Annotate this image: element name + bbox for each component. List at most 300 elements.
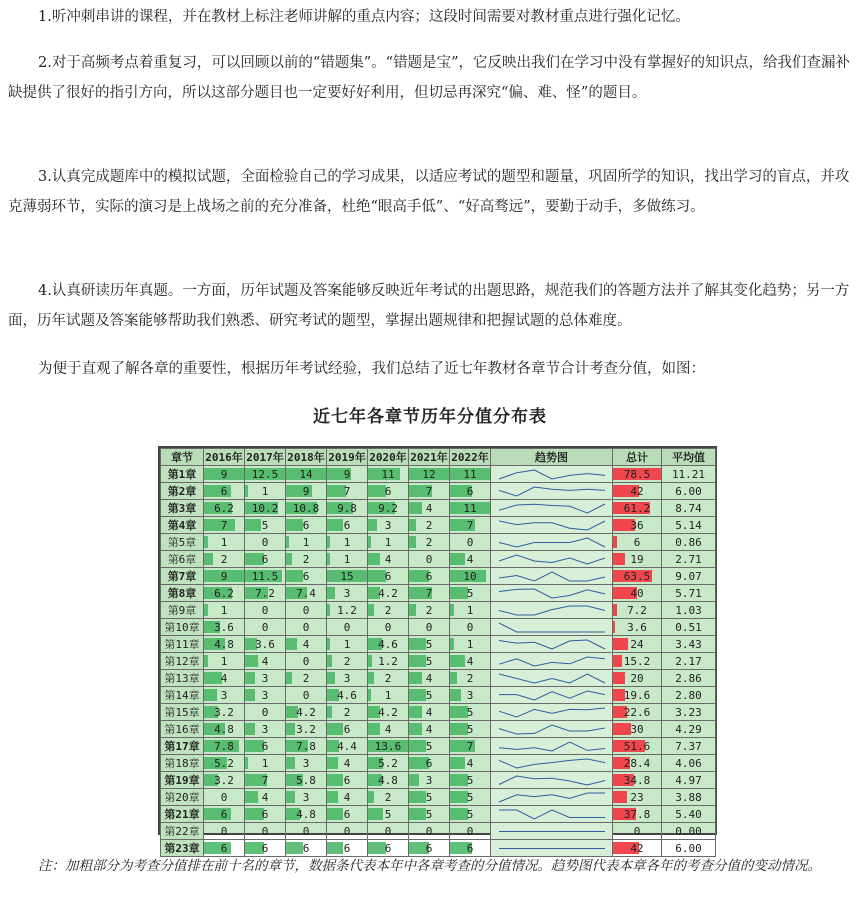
year-value-cell	[204, 568, 245, 585]
chapter-cell: 第7章	[161, 568, 204, 585]
year-value-cell	[245, 670, 286, 687]
year-value: 3	[261, 688, 269, 702]
year-value-cell	[450, 619, 491, 636]
chapter-cell: 第9章	[161, 602, 204, 619]
year-value-cell	[204, 670, 245, 687]
total-cell	[613, 772, 662, 789]
year-value: 11	[463, 501, 477, 515]
year-value-cell	[286, 483, 327, 500]
year-value-cell	[286, 823, 327, 840]
year-value: 6	[302, 518, 310, 532]
trend-line	[499, 538, 605, 547]
table-header-row	[161, 449, 716, 466]
chapter-cell: 第8章	[161, 585, 204, 602]
year-value-cell	[368, 721, 409, 738]
trend-sparkline	[491, 637, 613, 652]
data-bar	[368, 689, 371, 701]
chapter-cell: 第19章	[161, 772, 204, 789]
year-value: 4.6	[337, 688, 357, 702]
data-bar	[450, 553, 465, 565]
paragraph-2-text: 2.对于高频考点着重复习，可以回顾以前的“错题集”。“错题是宝”，它反映出我们在学习中没有掌握好的知识点，给我们查漏补缺提供了很好的指引方向，所以这部分题目也一定要好好利用，但切忌再深究“偏、难、怪”的题目。	[8, 55, 850, 101]
year-value-cell	[409, 483, 450, 500]
year-value: 1	[220, 603, 228, 617]
year-value-cell	[450, 602, 491, 619]
year-value-cell	[245, 500, 286, 517]
table-row	[161, 789, 716, 806]
year-value: 7	[261, 773, 269, 787]
year-value: 0	[466, 620, 474, 634]
trend-sparkline-cell	[491, 636, 613, 653]
table-row	[161, 772, 716, 789]
trend-sparkline-cell	[491, 483, 613, 500]
year-value-cell	[450, 823, 491, 840]
year-value-cell	[450, 789, 491, 806]
year-value: 6	[466, 841, 474, 855]
data-bar	[286, 536, 289, 548]
paragraph-1-text: 1.听冲刺串讲的课程，并在教材上标注老师讲解的重点内容；这段时间需要对教材重点进行强化记忆。	[38, 9, 690, 25]
year-value: 5	[425, 688, 433, 702]
data-bar	[245, 485, 248, 497]
year-value-cell	[327, 738, 368, 755]
data-bar	[204, 604, 208, 616]
year-value-cell	[286, 687, 327, 704]
year-value: 5	[425, 739, 433, 753]
year-value-cell	[409, 551, 450, 568]
table-row	[161, 483, 716, 500]
year-value-cell	[204, 755, 245, 772]
year-value-cell	[327, 466, 368, 483]
data-bar	[368, 536, 371, 548]
data-bar	[327, 638, 330, 650]
year-value: 0	[261, 824, 269, 838]
year-value: 4	[425, 705, 433, 719]
total-cell	[613, 738, 662, 755]
data-bar	[368, 553, 380, 565]
year-value-cell	[409, 534, 450, 551]
data-bar	[409, 808, 426, 820]
year-value-cell	[245, 568, 286, 585]
year-value-cell	[327, 636, 368, 653]
year-value-cell	[245, 806, 286, 823]
data-bar	[450, 706, 468, 718]
data-bar	[286, 757, 295, 769]
year-value-cell	[409, 772, 450, 789]
trend-sparkline	[491, 586, 613, 601]
year-value: 1	[466, 637, 474, 651]
trend-line	[499, 742, 605, 751]
average-cell: 11.21	[662, 466, 716, 483]
year-value-cell	[368, 738, 409, 755]
data-bar	[368, 655, 372, 667]
total-value: 40	[630, 586, 644, 600]
year-value-cell	[327, 721, 368, 738]
year-value-cell	[450, 466, 491, 483]
trend-sparkline	[491, 603, 613, 618]
year-value: 9	[220, 467, 228, 481]
year-value: 6.2	[214, 586, 234, 600]
total-value: 78.5	[623, 467, 651, 481]
year-value: 1	[343, 552, 351, 566]
trend-sparkline-cell	[491, 704, 613, 721]
year-value: 0	[261, 535, 269, 549]
trend-sparkline-cell	[491, 823, 613, 840]
data-bar	[327, 757, 338, 769]
table-row	[161, 704, 716, 721]
chapter-cell: 第18章	[161, 755, 204, 772]
average-cell: 8.74	[662, 500, 716, 517]
year-value-cell	[245, 772, 286, 789]
total-value: 19.6	[623, 688, 651, 702]
trend-line	[499, 725, 605, 734]
total-value: 42	[630, 484, 644, 498]
year-value: 5	[466, 807, 474, 821]
data-bar	[409, 774, 419, 786]
year-value-cell	[409, 670, 450, 687]
total-cell	[613, 806, 662, 823]
year-value-cell	[409, 517, 450, 534]
score-table	[160, 448, 716, 857]
year-value: 15	[340, 569, 354, 583]
table-row	[161, 466, 716, 483]
chapter-cell: 第11章	[161, 636, 204, 653]
trend-sparkline	[491, 739, 613, 754]
year-value: 6	[220, 484, 228, 498]
data-bar	[245, 655, 258, 667]
year-value: 4.6	[378, 637, 398, 651]
total-value: 7.2	[627, 603, 647, 617]
total-cell	[613, 687, 662, 704]
trend-sparkline-cell	[491, 500, 613, 517]
data-bar	[286, 672, 292, 684]
year-value: 9	[220, 569, 228, 583]
year-value-cell	[409, 704, 450, 721]
paragraph-3	[8, 162, 850, 222]
year-value: 4.2	[296, 705, 316, 719]
total-cell	[613, 602, 662, 619]
year-value-cell	[409, 602, 450, 619]
data-bar	[409, 689, 426, 701]
year-value-cell	[409, 500, 450, 517]
table-row	[161, 568, 716, 585]
year-value: 6	[384, 841, 392, 855]
year-value: 5	[425, 790, 433, 804]
trend-sparkline-cell	[491, 755, 613, 772]
paragraph-2	[8, 48, 850, 108]
trend-sparkline-cell	[491, 585, 613, 602]
total-cell	[613, 551, 662, 568]
chapter-cell: 第12章	[161, 653, 204, 670]
year-value: 5.8	[296, 773, 316, 787]
year-value: 4	[261, 654, 269, 668]
table-row	[161, 602, 716, 619]
year-value-cell	[368, 653, 409, 670]
total-cell	[613, 483, 662, 500]
year-value: 7.8	[214, 739, 234, 753]
data-bar	[327, 808, 343, 820]
chapter-cell: 第15章	[161, 704, 204, 721]
total-bar	[613, 672, 625, 684]
year-value-cell	[286, 619, 327, 636]
year-value: 7	[425, 586, 433, 600]
year-value-cell	[204, 738, 245, 755]
trend-sparkline	[491, 722, 613, 737]
year-value: 9.8	[337, 501, 357, 515]
year-value-cell	[286, 466, 327, 483]
data-bar	[368, 791, 374, 803]
year-value: 4.4	[337, 739, 357, 753]
year-value: 1.2	[337, 603, 357, 617]
year-value: 7.4	[296, 586, 316, 600]
trend-sparkline	[491, 501, 613, 516]
total-bar	[613, 723, 631, 735]
paragraph-1	[8, 2, 850, 32]
year-value-cell	[450, 687, 491, 704]
year-value: 10	[463, 569, 477, 583]
year-value: 5	[425, 654, 433, 668]
trend-sparkline-cell	[491, 619, 613, 636]
year-value-cell	[204, 483, 245, 500]
year-value: 4	[302, 637, 310, 651]
year-value-cell	[204, 517, 245, 534]
year-value: 1	[220, 654, 228, 668]
total-cell	[613, 721, 662, 738]
year-value: 6	[425, 841, 433, 855]
year-value-cell	[450, 585, 491, 602]
average-cell: 9.07	[662, 568, 716, 585]
data-bar	[450, 757, 465, 769]
data-bar	[368, 808, 383, 820]
year-value: 4.8	[378, 773, 398, 787]
trend-line	[499, 504, 605, 513]
average-cell: 5.40	[662, 806, 716, 823]
table-row	[161, 517, 716, 534]
total-bar	[613, 638, 628, 650]
year-value-cell	[409, 738, 450, 755]
year-value-cell	[286, 636, 327, 653]
total-value: 30	[630, 722, 644, 736]
data-bar	[245, 723, 255, 735]
data-bar	[327, 655, 332, 667]
year-value: 5	[466, 586, 474, 600]
trend-sparkline	[491, 620, 613, 635]
year-value-cell	[204, 772, 245, 789]
table-row	[161, 721, 716, 738]
year-value: 2	[343, 705, 351, 719]
year-value-cell	[286, 670, 327, 687]
data-bar	[450, 723, 468, 735]
year-value-cell	[368, 602, 409, 619]
year-value-cell	[409, 806, 450, 823]
data-bar	[409, 791, 426, 803]
year-value: 10.8	[292, 501, 320, 515]
year-value-cell	[286, 500, 327, 517]
total-value: 51.6	[623, 739, 651, 753]
data-bar	[327, 519, 343, 531]
year-value-cell	[286, 806, 327, 823]
year-value: 10.2	[251, 501, 279, 515]
year-value-cell	[368, 823, 409, 840]
year-value-cell	[286, 602, 327, 619]
year-value: 6	[261, 841, 269, 855]
year-value-cell	[409, 585, 450, 602]
trend-sparkline-cell	[491, 551, 613, 568]
total-cell	[613, 789, 662, 806]
trend-line	[499, 674, 605, 683]
year-value-cell	[286, 551, 327, 568]
total-value: 15.2	[623, 654, 651, 668]
year-value-cell	[368, 585, 409, 602]
year-value: 4	[220, 671, 228, 685]
average-cell: 6.00	[662, 840, 716, 857]
year-value: 6	[261, 552, 269, 566]
trend-sparkline-cell	[491, 517, 613, 534]
data-bar	[368, 570, 386, 582]
trend-line	[499, 793, 605, 802]
year-value-cell	[245, 823, 286, 840]
chapter-cell: 第5章	[161, 534, 204, 551]
year-value-cell	[286, 772, 327, 789]
year-value: 2	[302, 552, 310, 566]
year-value: 1	[261, 756, 269, 770]
year-value-cell	[327, 619, 368, 636]
data-bar	[286, 519, 303, 531]
year-value-cell	[204, 636, 245, 653]
year-value-cell	[450, 534, 491, 551]
total-cell	[613, 585, 662, 602]
total-value: 37.8	[623, 807, 651, 821]
data-bar	[245, 672, 255, 684]
year-value: 0	[425, 552, 433, 566]
year-value-cell	[368, 568, 409, 585]
year-value-cell	[450, 704, 491, 721]
trend-sparkline	[491, 756, 613, 771]
average-cell: 0.00	[662, 823, 716, 840]
year-value-cell	[409, 823, 450, 840]
total-cell	[613, 517, 662, 534]
average-cell: 3.88	[662, 789, 716, 806]
total-value: 36	[630, 518, 644, 532]
average-cell: 0.51	[662, 619, 716, 636]
data-bar	[409, 740, 426, 752]
year-value-cell	[450, 670, 491, 687]
trend-sparkline	[491, 824, 613, 839]
data-bar	[450, 655, 465, 667]
total-cell	[613, 500, 662, 517]
table-row	[161, 619, 716, 636]
year-value-cell	[327, 670, 368, 687]
year-value: 4	[466, 552, 474, 566]
year-value-cell	[204, 687, 245, 704]
year-value-cell	[368, 704, 409, 721]
year-value-cell	[368, 670, 409, 687]
data-bar	[204, 672, 222, 684]
data-bar	[327, 672, 335, 684]
paragraph-5	[8, 354, 850, 384]
year-value-cell	[450, 500, 491, 517]
data-bar	[450, 587, 468, 599]
year-value-cell	[450, 721, 491, 738]
paragraph-4-text: 4.认真研读历年真题。一方面，历年试题及答案能够反映近年考试的出题思路，规范我们的答题方法并了解其变化趋势；另一方面，历年试题及答案能够帮助我们熟悉、研究考试的题型，掌握出题规律和把握试题的总体难度。	[8, 283, 850, 329]
trend-sparkline	[491, 552, 613, 567]
year-value-cell	[286, 568, 327, 585]
trend-line	[499, 572, 605, 581]
year-value-cell	[245, 466, 286, 483]
data-bar	[204, 655, 208, 667]
year-value-cell	[286, 721, 327, 738]
trend-sparkline	[491, 484, 613, 499]
year-value: 6	[343, 773, 351, 787]
year-value: 4.8	[296, 807, 316, 821]
year-value-cell	[368, 551, 409, 568]
year-value-cell	[368, 806, 409, 823]
year-value-cell	[327, 534, 368, 551]
year-value: 1	[261, 484, 269, 498]
trend-line	[499, 759, 605, 768]
total-value: 22.6	[623, 705, 651, 719]
table-row	[161, 823, 716, 840]
chapter-cell: 第13章	[161, 670, 204, 687]
year-value: 1	[302, 535, 310, 549]
year-value-cell	[245, 704, 286, 721]
trend-line	[499, 606, 605, 615]
total-cell	[613, 534, 662, 551]
data-bar	[450, 791, 468, 803]
year-value-cell	[450, 738, 491, 755]
year-value: 3.6	[255, 637, 275, 651]
year-value-cell	[450, 483, 491, 500]
data-bar	[286, 723, 295, 735]
average-cell: 4.29	[662, 721, 716, 738]
trend-sparkline	[491, 688, 613, 703]
year-value: 5	[466, 722, 474, 736]
year-value: 0	[343, 824, 351, 838]
chapter-cell: 第16章	[161, 721, 204, 738]
col-header-9: 总计	[613, 449, 662, 466]
year-value: 3	[384, 518, 392, 532]
year-value: 2	[466, 671, 474, 685]
year-value: 6	[343, 518, 351, 532]
year-value-cell	[368, 636, 409, 653]
year-value: 0	[425, 824, 433, 838]
col-header-6: 2021年	[409, 449, 450, 466]
table-row	[161, 534, 716, 551]
trend-sparkline-cell	[491, 721, 613, 738]
year-value-cell	[204, 619, 245, 636]
year-value-cell	[327, 806, 368, 823]
year-value-cell	[450, 551, 491, 568]
year-value: 3.6	[214, 620, 234, 634]
data-bar	[286, 638, 297, 650]
year-value: 0	[302, 688, 310, 702]
trend-sparkline-cell	[491, 789, 613, 806]
year-value: 6	[384, 484, 392, 498]
year-value: 0	[261, 603, 269, 617]
year-value-cell	[409, 755, 450, 772]
year-value-cell	[245, 721, 286, 738]
data-bar	[327, 791, 338, 803]
data-bar	[245, 689, 255, 701]
data-bar	[327, 553, 330, 565]
data-bar	[286, 553, 292, 565]
average-cell: 0.86	[662, 534, 716, 551]
year-value: 5	[261, 518, 269, 532]
year-value-cell	[204, 704, 245, 721]
year-value-cell	[245, 534, 286, 551]
year-value: 0	[302, 824, 310, 838]
year-value: 11	[463, 467, 477, 481]
trend-line	[499, 623, 605, 632]
year-value: 1	[343, 637, 351, 651]
